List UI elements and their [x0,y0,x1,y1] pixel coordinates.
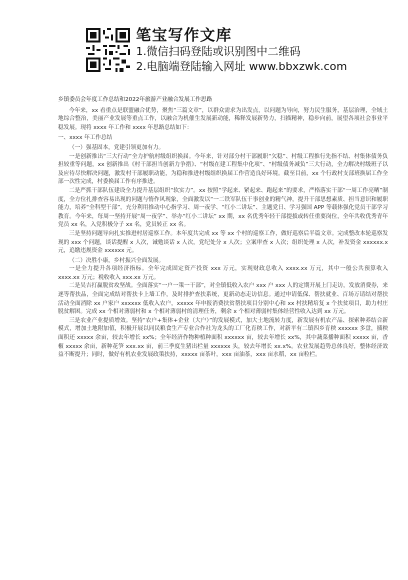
subsection-heading: （一）强基固本，党建引领更加有力。 [69,144,165,151]
document-title: 乡镇委员会年度工作总结和2022年旅游产业融合发展工作思路 [58,97,213,103]
paragraph: 二是吴吉打赢脱贫攻坚战。全面落实“一户一策一干部”，对全镇低收入农户 xxx 户 xxx 人的定期开展上门走访，发放消费券，来逐等帮扶品，全面完成结对帮扶卡上墙工作，及时排护查扶系统，更新动态走访信息。通过申请低保、帮扶就业、百场万请结对帮扶活动全面消除 xx 户家户 xxxxxx 低收入农户，xxxxx 年申报消费扶贫帮扶项目分别中心和 xx 村扶精培复 x 个扶贫项目，助力村庄脱贫解困。完成 xx 个相对薄弱村和 x 个相对薄弱村的清理任务，剩余 x 个相对薄弱村集体经营性收入达到 xx 万元。 [58,283,388,316]
subsection-heading: （二）决胜小康，乡村振兴全面发展。 [69,257,165,264]
intro-paragraph: 今年来，xx 看重点是联盟融合优势，聚焦“三篇文章”，以群众需求为出发点，以问题为导向，努力民生服务，基层治理，全域土地综合整治，美丽产业发展等重点工作，以融合为机催生发展新动能，稀释发展新势力，扫描精神，稳步向前，展望各项社会事业平稳发展。现将 xxxx 年工作和 xxxx 年思路总结如下： [58,107,388,131]
paragraph: 三是农业产业提质增效。坚持“农户+集体+企业（大户）”的发展模式，加大土地流转力度，新发展有机农产品、探索种养结合新模式，增加土地附加值，积极开展以同民粮食生产专业合作社为龙头的工厂化育秧工作，对新平有二镇四乡育秧 xxxxxx 多盘，插秧面积还 xxxxx 余亩，较去年增长 xx%；全年经济作物种植种面积 xxxxxx 亩，较去年增长 xx%，其中蔬菜播种面积 xxxxx 亩，香椒 xxxxx 余亩，新种花笋 xxx.xx 亩，前三季度生猪出栏量 xxxxxx 头，较去年增长 xx.x%。农业发展趋势总体良好，整体经济效益不断提升；同时，做好有机农业发展政策扶持，xxxxx 亩茶叶，xxx 亩油茶，xxx 亩水稻，xx 亩粒栏。 [58,317,388,359]
instruction-scan-qr: 1.微信扫码登陆或识别图中二维码 [136,45,301,58]
paragraph: 一是全力提升各项经济指标。全年完成固定资产投资 xxx 万元，实现财政总收入 xxxx.xx 万元，其中一般公共预算收入 xxxx.xx 万元；税收收入 xxx.xx 万元。 [58,266,388,281]
paragraph: 一是创新推出“三大行动”全力护航村级组织换届。今年来，针对部分村干部履职“欠稳”、村级工程推行先指不结、村集体债务负担较重等问题，xx 创新推出《村干部担当创新力争措》、“村级在建工程集中化项”、“村级债务减负”三大行动，全力解决村级班子以及应待尽快解决问题，激发村干部履职动能，为稳和推进村级组织换届工作营造良好环境。截至目前，xx 个行政村支部班换届工作全部一次性完成，村委换届工作有序推进。 [58,153,388,186]
paragraph: 三是坚持问题导向扎实推进村居巡察工作。本年度共完成 xx 等 xx 个村的巡察工作，做好巡察后半篇文章。完成整改本轮巡察发现的 xxx 个问题，谈话提醒 x 人次，诫勉谈话 x 人次，党纪处分 x 人次；立案审查 x 人次；组织处理 x 人次，补发资金 xxxxxx.x 元，追缴违规资金 xxxxxx 元。 [58,230,388,255]
brand-title: 笔宝写作文库 [136,26,233,44]
paragraph: 二是严抓干部队伍建设全力提升基层组织“软实力”。xx 按照“学起来、紧起来、跑起来”的要求，严格落实干部“一周工作亮晒”制度，全方位扎排查容易出现的问题与惰作风现象，全面激发以“一二铁军队伍干事创业的精气神，提升干部思想素质、担当意识和履职能力，培养“全科型干部”，充分利用推动中心指学习、周一夜学、“红小二讲坛”、主题党日、学习强国 APP 等载体强化党员干部学习教育。今年来，每周一坚持开展“周一夜学”、举办“红小二讲坛” xx 期，xx 名优秀年轻干部提拔或转任重要岗位，全年共收优秀青年党员 xx 名，入党积极分子 xx 名，党员转正 xx 名。 [58,187,388,229]
brand-block [136,26,396,74]
instruction-website[interactable]: 2.电脑端登陆输入网址 www.bbxzwk.com [136,60,348,73]
document-body [58,96,388,360]
qr-code-icon[interactable] [86,28,130,72]
section-heading: 一、xxxx 年工作总结 [58,135,113,142]
